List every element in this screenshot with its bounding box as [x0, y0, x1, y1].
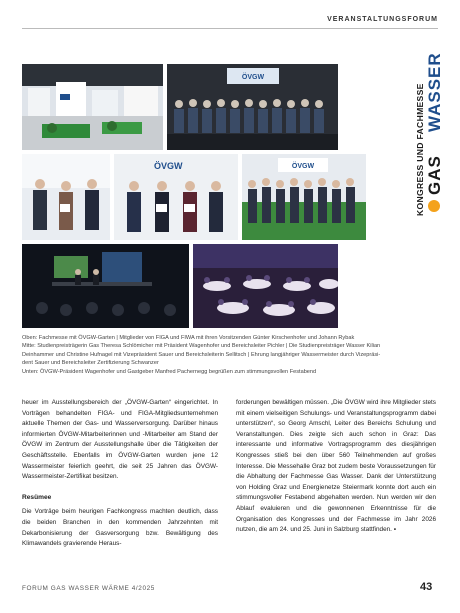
caption-line: Mitte: Studienpreisträgerin Gas Theresa Schlömicher mit Präsident Wagenhofer und Bereichsleiter Pichler | Die Studienpreisträger Wasser Kilian	[22, 343, 381, 350]
caption-line: Oben: Fachmesse mit ÖVGW-Garten | Mitglieder von FIGA und FIWA mit ihren Vorsitzenden Günter Kirschenhofer und Johann Rybak	[22, 335, 355, 341]
photo-fair-hall	[22, 64, 163, 150]
page-number: 43	[420, 581, 433, 593]
event-logo-sidebar	[415, 52, 445, 224]
photo-evening-banquet	[193, 244, 338, 328]
section-label: VERANSTALTUNGSFORUM	[327, 16, 438, 23]
body-paragraph: Die Vorträge beim heurigen Fachkongress machten deutlich, dass die beiden Branchen in den kommenden Jahrzehnten mit Dekarbonisierung der Gasversorgung bzw. Bewältigung des Klimawandels gravierende Heraus-	[22, 508, 218, 548]
text-column-left	[22, 398, 218, 550]
caption-line: Unten: ÖVGW-Präsident Wagenhofer und Gastgeber Manfred Pachernegg begrüßen zum stimmungsvollen Festabend	[22, 368, 317, 375]
page-header	[22, 14, 438, 29]
photo-award-gas	[22, 154, 110, 240]
svg-text:ÖVGW: ÖVGW	[241, 74, 265, 81]
caption-line: Deinhammer und Christine Hufnagel mit Vizepräsident Sauer und Bereichsleiterin Sellitsch | Ehrung langjähriger Wassermeister durch Vizepräsi-	[22, 351, 381, 358]
body-paragraph: heuer im Ausstellungsbereich der „ÖVGW-Garten“ eingerichtet. In Vorträgen behandelten FIGA- und FIGA-Mitgliedsunternehmen aktuelle Themen der Gas- und Wasserversorgung. Darüber hinaus informierten ÖVGW-Mitarbeiterinnen und -Mitarbeiter am Stand der ÖVGW im Zentrum der Ausstellungshalle über die Tätigkeiten der Geschäftsstelle. Ebenfalls im ÖVGW-Garten wurden jene 12 Wassermeister feierlich geehrt, die seit 25 Jahren das ÖVGW-Wassermeister-Zertifikat besitzen.	[22, 399, 218, 481]
sidebar-wasser: WASSER	[425, 52, 444, 132]
svg-text:ÖVGW: ÖVGW	[154, 161, 183, 171]
caption-line: dent Sauer und Bereichsleiter Zertifizierung Schwanzer	[22, 360, 159, 367]
text-column-right	[236, 398, 436, 536]
sidebar-title-line: KONGRESS UND FACHMESSE	[415, 83, 425, 216]
photo-caption	[22, 334, 438, 376]
sidebar-gas: GAS	[425, 155, 444, 195]
photo-evening-stage	[22, 244, 189, 328]
section-heading-resumee: Resümee	[22, 493, 52, 501]
sidebar-dot-icon	[428, 200, 440, 212]
photo-wassermeister-honor	[242, 154, 366, 240]
body-paragraph: forderungen bewältigen müssen. „Die ÖVGW wird ihre Mitglieder stets mit einem vielseitigen Schulungs- und Veranstaltungsprogramm dabei unterstützen“, so Georg Amschl, Leiter des Bereichs Schulung und Veranstaltungen. Dies zeigte sich auch schon in Graz: Das interessante und informative Vortragsprogramm des diesjährigen Kongresses stieß bei den über 560 Teilnehmenden auf großes Interesse. Die Messehalle Graz bot zudem beste Voraussetzungen für die Abhaltung der Fachmesse Gas Wasser. Dank der Unterstützung von Holding Graz und Energienetze Steiermark konnte dort auch ein stimmungsvoller Festabend abgehalten werden. Nun werden wir den Ablauf evaluieren und die gewonnenen Erkenntnisse für die Organisation des Kongresses und der Fachmesse im Jahr 2026 nutzen, die am 24. und 25. Juni in Salzburg stattfinden. ▪	[236, 399, 436, 534]
photo-award-wasser	[114, 154, 238, 240]
svg-text:ÖVGW: ÖVGW	[291, 163, 315, 170]
photo-group-figa-fiwa	[167, 64, 338, 150]
footer-publication: FORUM GAS WASSER WÄRME 4/2025	[22, 585, 155, 592]
